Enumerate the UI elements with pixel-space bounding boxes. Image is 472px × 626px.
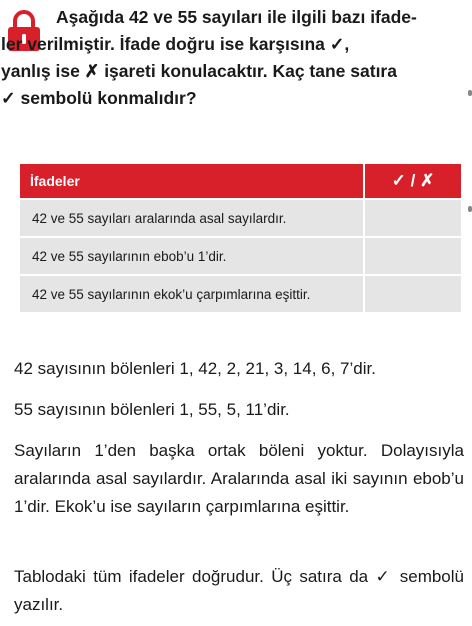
solution-paragraph: 55 sayısının bölenleri 1, 55, 5, 11’dir. [14, 400, 290, 419]
statement-cell: 42 ve 55 sayılarının ekok’u çarpımlarına eşittir. [20, 276, 363, 312]
statements-table [18, 162, 463, 314]
page-edge-mark [468, 206, 472, 212]
mark-cell[interactable] [365, 276, 461, 312]
question-line: ✓ sembolü konmalıdır? [1, 88, 197, 108]
solution-paragraph: Sayıların 1’den başka ortak böleni yoktur. Dolayısıyla aralarında asal sayılardır. Aralarında asal iki sayının ebob’u 1’dir. Ekok’u ise sayıların çarpımlarına eşittir. [14, 441, 464, 516]
table-row [20, 200, 461, 236]
statements-header: İfadeler [20, 164, 363, 198]
table-row [20, 238, 461, 274]
question-line: ler verilmiştir. İfade doğru ise karşısına ✓, [1, 34, 350, 54]
table-header-row [20, 164, 461, 198]
table-row [20, 276, 461, 312]
statement-cell: 42 ve 55 sayıları aralarında asal sayılardır. [20, 200, 363, 236]
solution-paragraph: 42 sayısının bölenleri 1, 42, 2, 21, 3, 14, 6, 7’dir. [14, 359, 376, 378]
question-text [1, 4, 466, 112]
statement-cell: 42 ve 55 sayılarının ebob’u 1’dir. [20, 238, 363, 274]
question-line: Aşağıda 42 ve 55 sayıları ile ilgili bazı ifade- [56, 7, 417, 27]
solution-paragraph: Tablodaki tüm ifadeler doğrudur. Üç satıra da ✓ sembolü yazılır. [14, 567, 464, 614]
mark-cell[interactable] [365, 200, 461, 236]
mark-cell[interactable] [365, 238, 461, 274]
page-edge-mark [468, 90, 472, 96]
mark-header: ✓ / ✗ [365, 164, 461, 198]
question-line: yanlış ise ✗ işareti konulacaktır. Kaç tane satıra [1, 61, 397, 81]
